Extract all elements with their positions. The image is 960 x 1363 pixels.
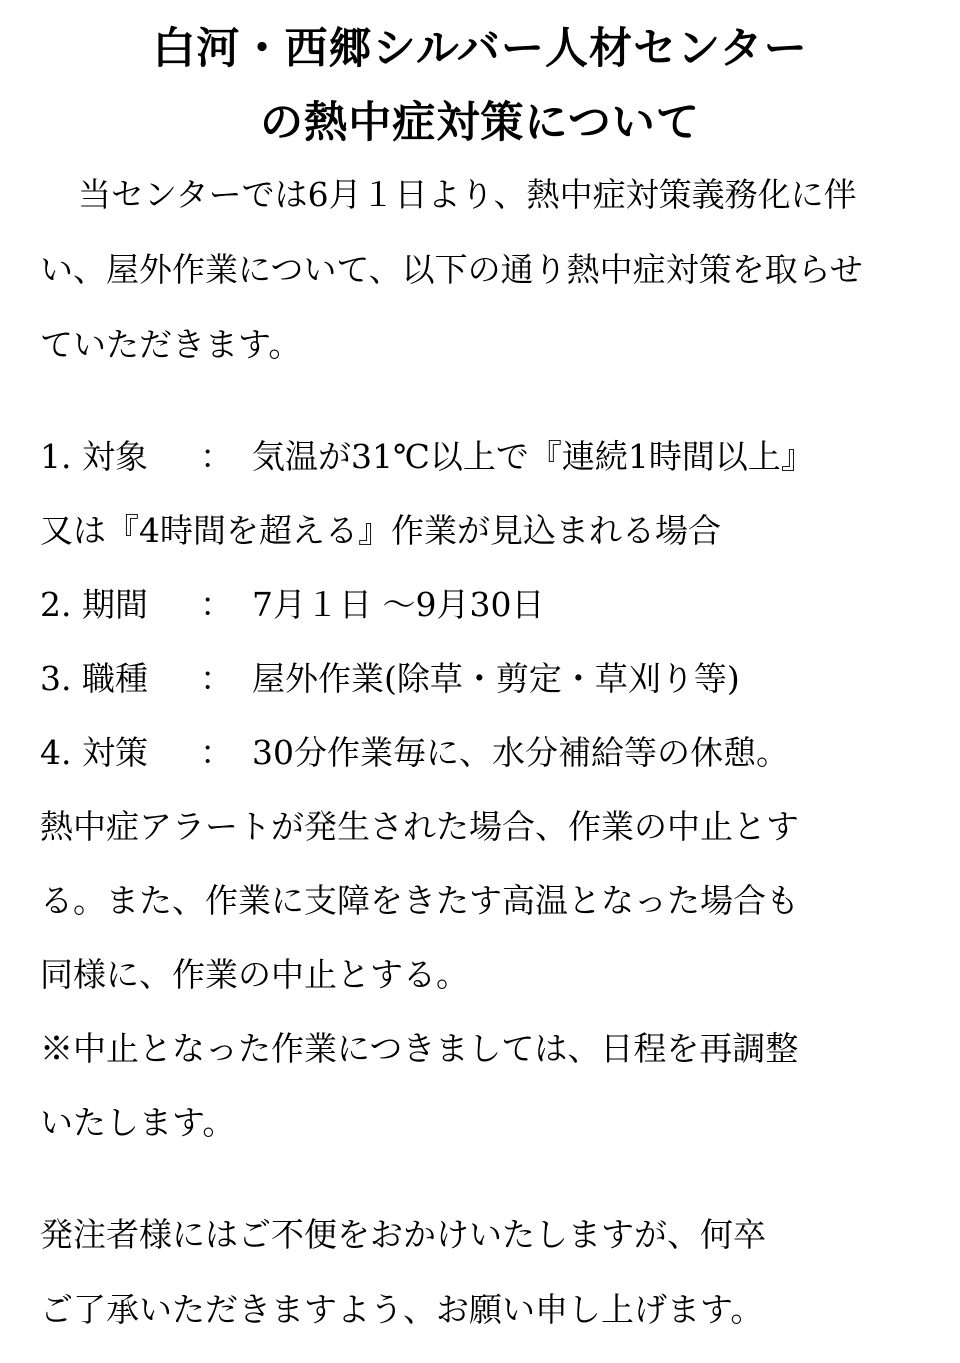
- intro-line-3: ていただきます。: [40, 325, 302, 364]
- intro-line-2: い、屋外作業について、以下の通り熱中症対策を取らせ: [40, 250, 863, 289]
- item-2-colon: ：: [200, 585, 233, 624]
- item-3-label: 3. 職種: [40, 659, 148, 698]
- note-line-2: いたします。: [40, 1103, 236, 1142]
- note-line-1: ※中止となった作業につきましては、日程を再調整: [40, 1029, 799, 1068]
- item-4-colon: ：: [200, 733, 233, 772]
- closing-line-1: 発注者様にはご不便をおかけいたしますが、何卒: [40, 1215, 766, 1254]
- closing-line-2: ご了承いただきますよう、お願い申し上げます。: [40, 1290, 764, 1329]
- item-4-continuation-line-2: る。また、作業に支障をきたす高温となった場合も: [40, 881, 799, 920]
- item-3-colon: ：: [200, 659, 233, 698]
- page-title-line-1: 白河・西郷シルバー人材センター: [152, 24, 808, 74]
- item-4-continuation-line-1: 熱中症アラートが発生された場合、作業の中止とす: [40, 807, 799, 846]
- item-4-label: 4. 対策: [40, 733, 148, 772]
- intro-line-1: 当センターでは6月１日より、熱中症対策義務化に伴: [78, 175, 857, 214]
- item-1-value: 気温が31℃以上で『連続1時間以上』: [252, 437, 814, 476]
- item-2-label: 2. 期間: [40, 585, 148, 624]
- page-title-line-2: の熱中症対策について: [260, 98, 700, 148]
- item-3-value: 屋外作業(除草・剪定・草刈り等): [252, 659, 740, 698]
- item-2-value: 7月１日 ～9月30日: [252, 585, 545, 624]
- item-1-colon: ：: [200, 437, 233, 476]
- item-4-value: 30分作業毎に、水分補給等の休憩。: [252, 733, 789, 772]
- item-4-continuation-line-3: 同様に、作業の中止とする。: [40, 955, 469, 994]
- item-1-continuation-line: 又は『4時間を超える』作業が見込まれる場合: [40, 511, 721, 550]
- item-1-label: 1. 対象: [40, 437, 148, 476]
